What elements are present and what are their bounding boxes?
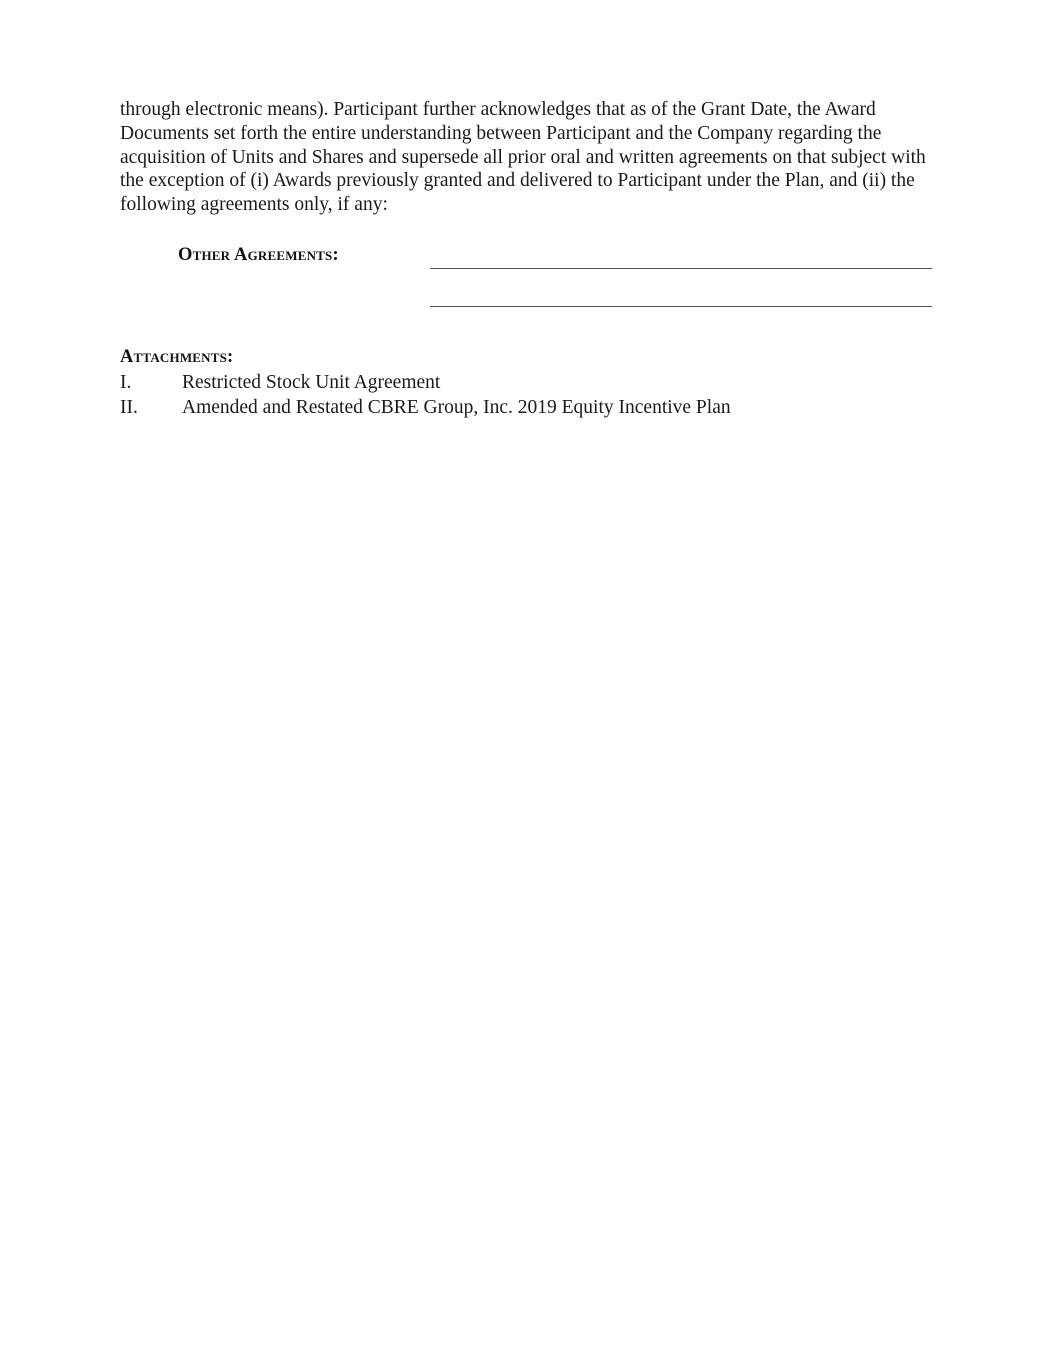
attachment-title: Restricted Stock Unit Agreement [182,371,441,393]
attachments-label: Attachments: [120,346,234,367]
body-paragraph: through electronic means). Participant further acknowledges that as of the Grant Date, the Award Documents set forth the entire understanding between Participant and the Company regarding the acquisition of Units and Shares and supersede all prior oral and written agreements on that subject with the exception of (i) Awards previously granted and delivered to Participant under the Plan, and (ii) the following agreements only, if any: [120,99,926,216]
other-agreements-section [120,245,932,317]
attachment-numeral: I. [120,371,132,393]
document-content [120,98,932,420]
attachment-numeral: II. [120,396,138,418]
attachment-title: Amended and Restated CBRE Group, Inc. 2019 Equity Incentive Plan [182,396,731,418]
other-agreements-fill-line-1[interactable] [430,268,932,269]
attachments-section [120,347,932,420]
attachment-item [120,370,932,395]
other-agreements-fill-line-2[interactable] [430,306,932,307]
other-agreements-label: Other Agreements: [178,244,339,265]
attachment-item [120,395,932,420]
